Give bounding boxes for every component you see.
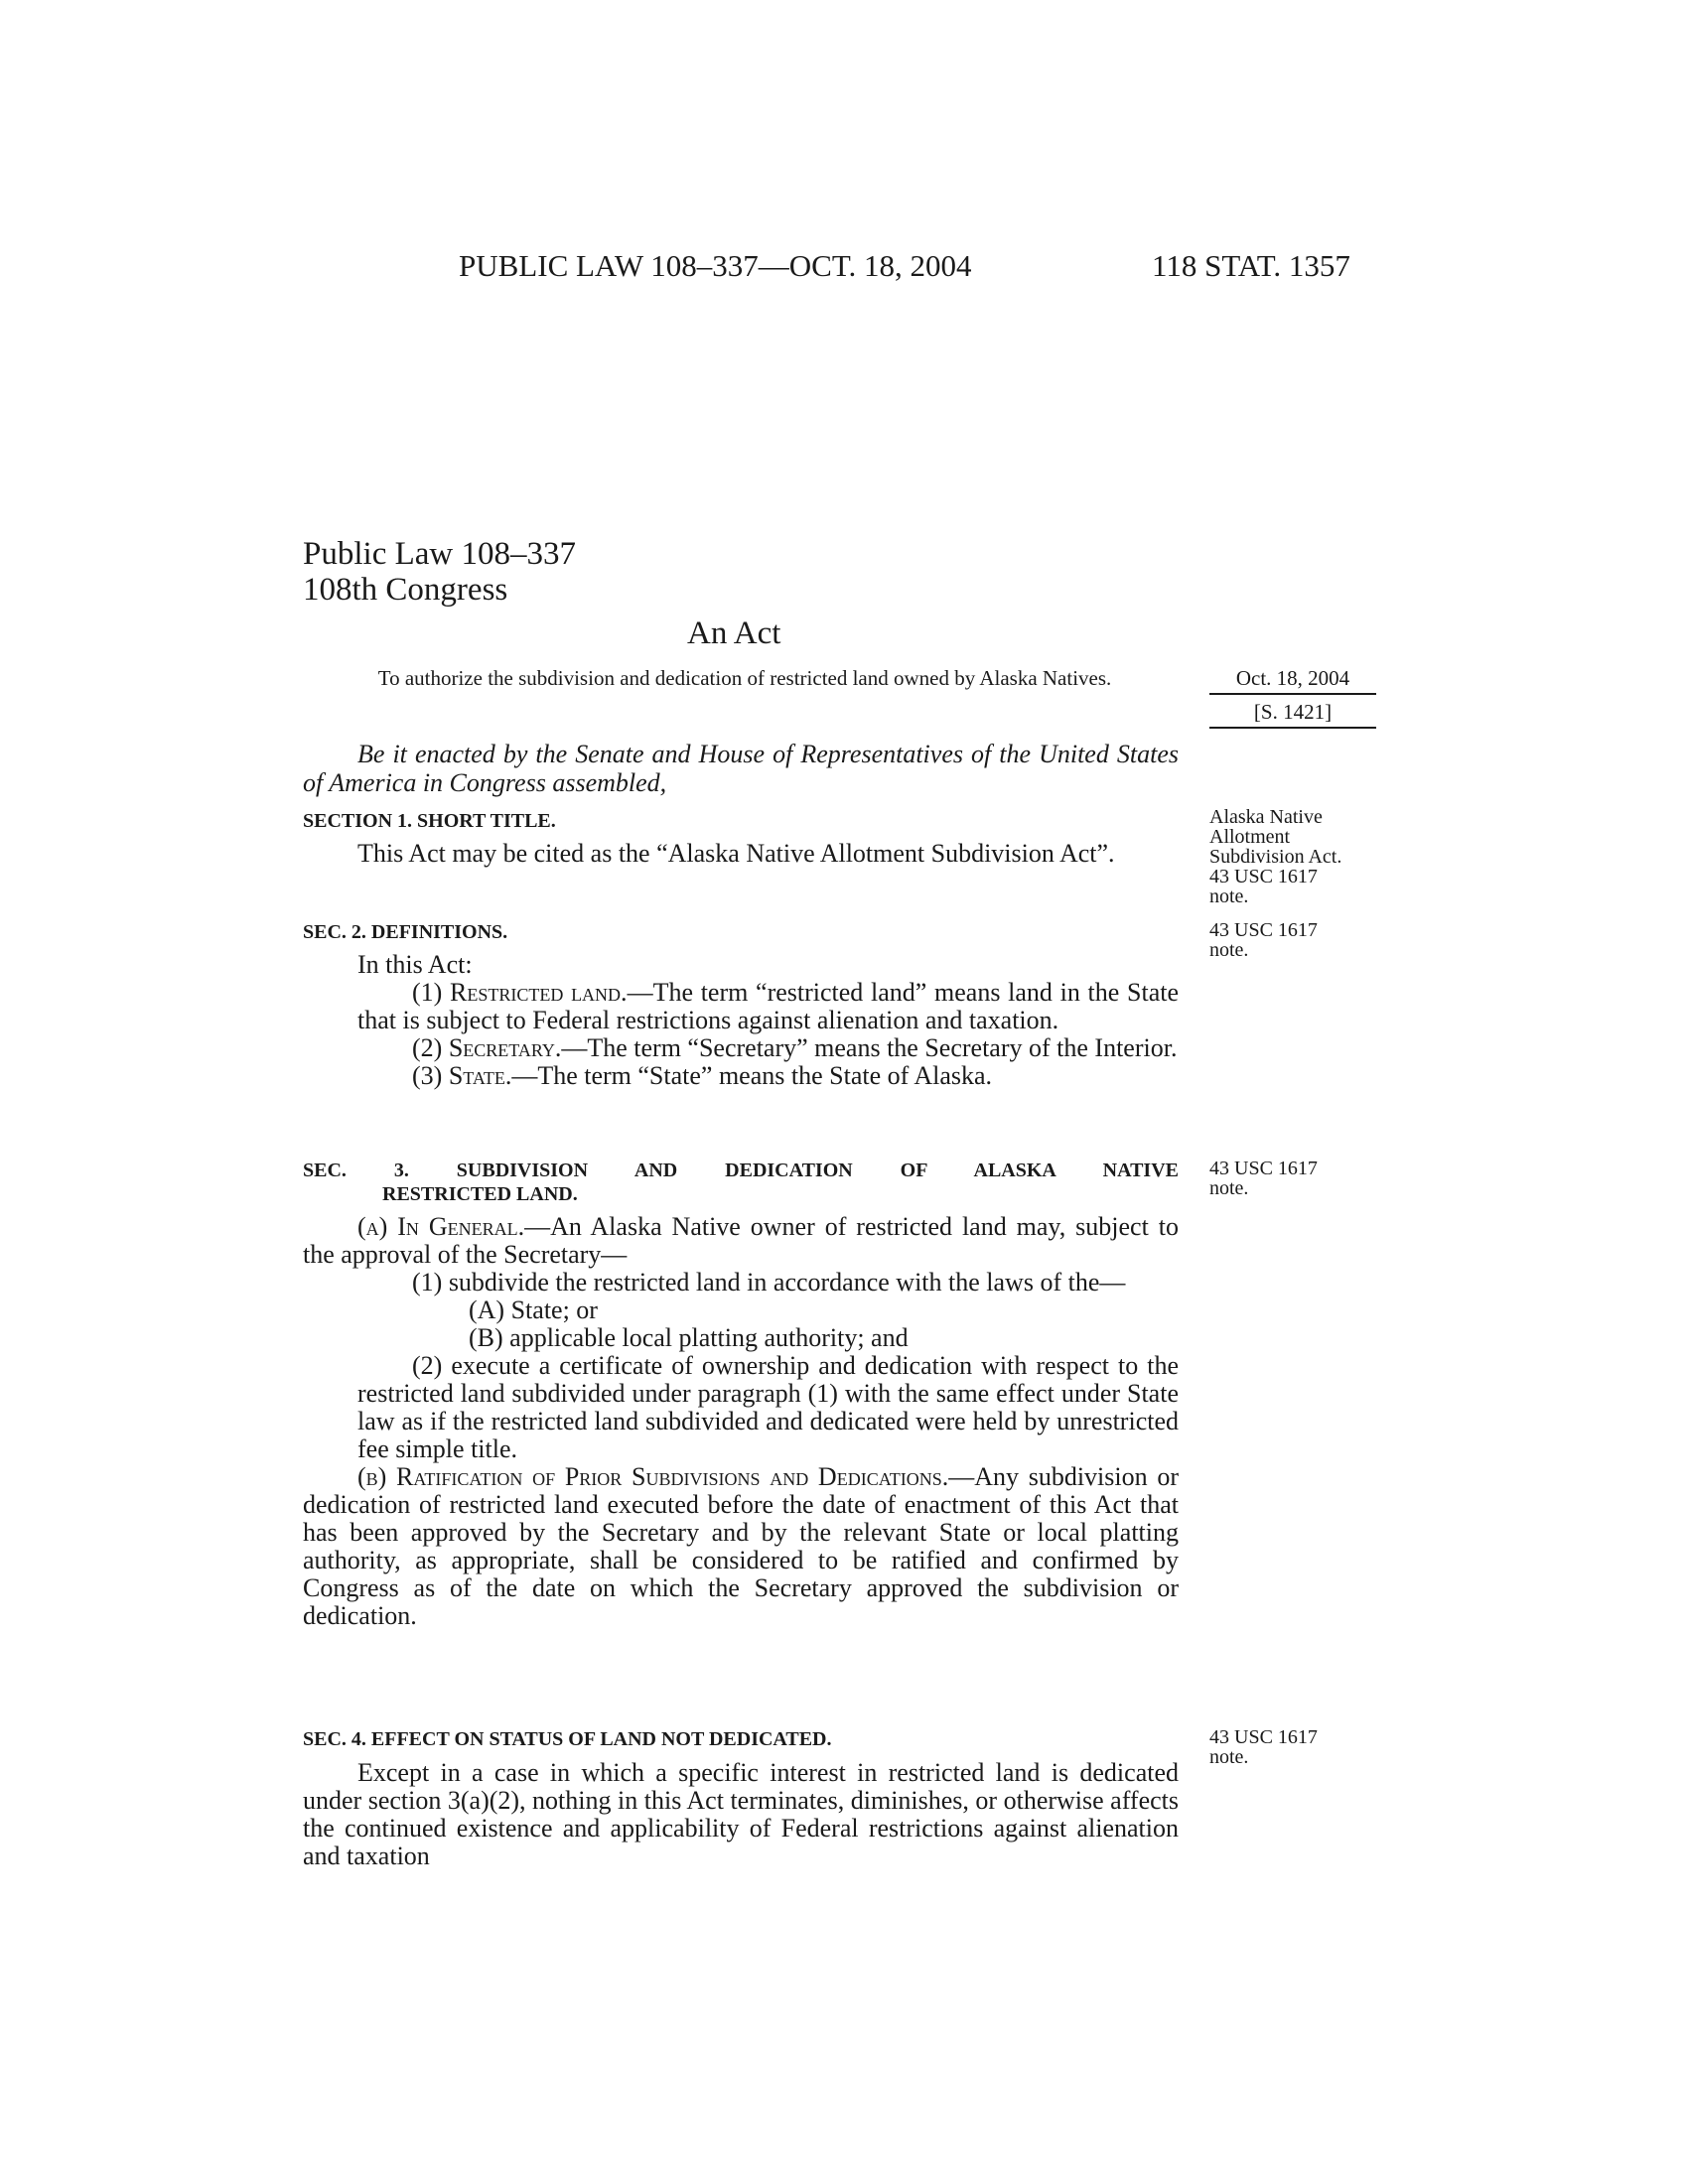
margin-note-line: note. — [1209, 1746, 1249, 1768]
subsection-a — [303, 1213, 1179, 1269]
subparagraph-a1B: (B) applicable local platting authority; and — [469, 1323, 909, 1352]
bill-number: [S. 1421] — [1209, 695, 1376, 729]
short-title-text: This Act may be cited as the “Alaska Native Allotment Subdivision Act”. — [357, 839, 1115, 868]
section-4-body — [303, 1759, 1179, 1870]
margin-note-line: 43 USC 1617 — [1209, 1726, 1318, 1748]
margin-note-line: note. — [1209, 886, 1249, 907]
subsection-text: —Any subdivision or dedication of restricted land executed before the date of enactment of this Act that has been approved by the Secretary and by the relevant State or local platting authority, as appropriate, shall be considered to be ratified and confirmed by Congress as of the date on which the Secretary approved the subdivision or dedication. — [303, 1462, 1180, 1630]
section-4-heading: SEC. 4. EFFECT ON STATUS OF LAND NOT DEDICATED. — [303, 1728, 832, 1750]
act-label: An Act — [687, 615, 781, 651]
margin-note-line: Allotment — [1209, 826, 1291, 848]
section-1-heading: SECTION 1. SHORT TITLE. — [303, 810, 556, 832]
margin-note-section-4 — [1209, 1727, 1388, 1767]
margin-note-line: Subdivision Act. — [1209, 846, 1342, 868]
section-2-body — [303, 951, 1179, 1090]
definition-restricted-land — [303, 979, 1179, 1034]
definition-label: (3) State. — [412, 1061, 512, 1090]
purpose-statement: To authorize the subdivision and dedication of restricted land owned by Alaska Natives. — [377, 666, 1112, 690]
definition-secretary — [303, 1034, 1179, 1062]
definition-text: —The term “Secretary” means the Secretary of the Interior. — [561, 1033, 1178, 1062]
margin-note-line: note. — [1209, 939, 1249, 961]
stat-page-number: 118 STAT. 1357 — [1152, 248, 1350, 283]
margin-note-short-title — [1209, 807, 1388, 906]
margin-note-line: 43 USC 1617 — [1209, 919, 1318, 941]
subsection-b — [303, 1463, 1179, 1630]
definition-label: (2) Secretary. — [412, 1033, 562, 1062]
enactment-date: Oct. 18, 2004 — [1209, 665, 1376, 695]
margin-note-line: 43 USC 1617 — [1209, 1158, 1318, 1179]
section-3-body — [303, 1213, 1179, 1630]
section-4-text: Except in a case in which a specific interest in restricted land is dedicated under section 3(a)(2), nothing in this Act terminates, diminishes, or otherwise affects the continued existence and applicability of Federal restrictions against alienation and taxation — [303, 1758, 1179, 1870]
definition-label: (1) Restricted land. — [412, 978, 628, 1007]
subsection-text: —An Alaska Native owner of restricted land may, subject to the approval of the Secretary— — [303, 1212, 1179, 1269]
definition-text: —The term “restricted land” means land in the State that is subject to Federal restrictions against alienation and taxation. — [357, 978, 1179, 1034]
law-number: Public Law 108–337 — [303, 536, 576, 572]
section-3-heading — [303, 1159, 1179, 1206]
subparagraph-a1A: (A) State; or — [469, 1296, 598, 1324]
margin-note-line: note. — [1209, 1177, 1249, 1199]
subsection-label: (b) Ratification of Prior Subdivisions and Dedications. — [357, 1462, 949, 1491]
definition-state — [303, 1062, 1179, 1090]
margin-date-block — [1209, 665, 1376, 729]
definition-text: —The term “State” means the State of Alaska. — [511, 1061, 993, 1090]
paragraph-a2: (2) execute a certificate of ownership and dedication with respect to the restricted land subdivided under paragraph (1) with the same effect under State law as if the restricted land subdivided and dedicated were held by unrestricted fee simple title. — [357, 1351, 1179, 1463]
subsection-label: (a) In General. — [357, 1212, 525, 1241]
margin-note-section-2 — [1209, 920, 1388, 960]
paragraph-a1: (1) subdivide the restricted land in accordance with the laws of the— — [412, 1268, 1126, 1297]
margin-note-section-3 — [1209, 1159, 1388, 1198]
section-3-heading-line-2: RESTRICTED LAND. — [382, 1183, 578, 1205]
margin-note-line: 43 USC 1617 — [1209, 866, 1318, 887]
section-1-body — [303, 840, 1179, 868]
section-2-heading: SEC. 2. DEFINITIONS. — [303, 921, 508, 943]
congress-label: 108th Congress — [303, 572, 508, 608]
definitions-intro: In this Act: — [357, 950, 473, 979]
running-head: PUBLIC LAW 108–337—OCT. 18, 2004 — [459, 248, 972, 283]
margin-note-line: Alaska Native — [1209, 806, 1323, 828]
enacting-clause: Be it enacted by the Senate and House of Representatives of the United States of America in Congress assembled, — [303, 740, 1179, 797]
section-3-heading-line-1: SEC. 3. SUBDIVISION AND DEDICATION OF ALASKA NATIVE — [303, 1160, 1179, 1181]
